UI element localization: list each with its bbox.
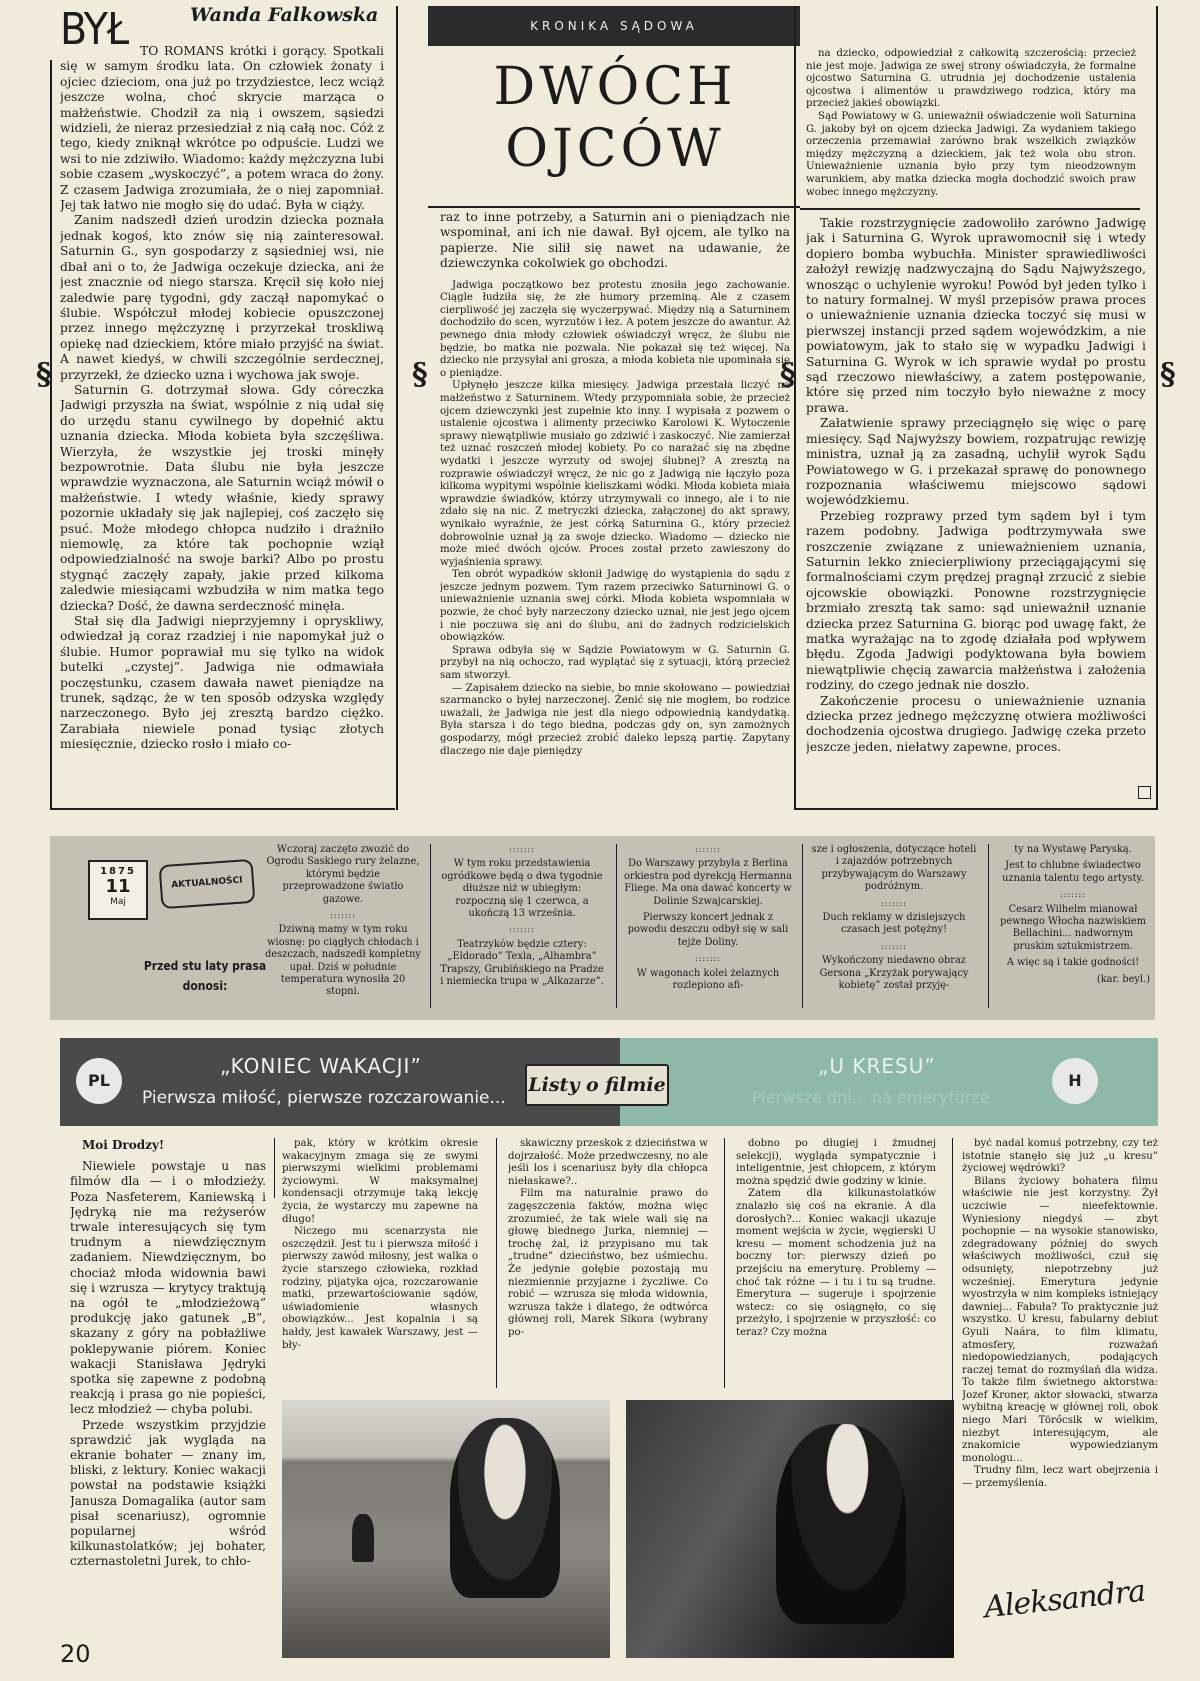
paragraph: TO ROMANS krótki i gorący. Spotkali się w samym środku lata. On człowiek żonaty i ojciec dzieciom, ona już po trzydziestce, lecz wciąż jeszcze wolna, choć skrycie marząca o małżeństwie. Chodził za nią i owszem, sąsiedzi widzieli, że nieraz przesiedział z nią całą noc. Cóż z tego, kiedy zniknął wkrótce po odpuście. Ludzi we wsi to nie zdziwiło. Wiadomo: każdy mężczyzna lubi sobie czasem „wyskoczyć”, a potem wraca do żony. Z czasem Jadwiga zrozumiała, że o niej zapomniał. Jej tak łatwo nie mogło się do udać. Była w ciąży.	[60, 44, 384, 213]
article-column-2	[440, 210, 790, 806]
article-column-3	[806, 216, 1146, 802]
headline-underline	[428, 206, 800, 208]
news-item: Dziwną mamy w tym roku wiosnę: po ciągłych chłodach i deszczach, nadszedł kompletny upał. Dziś w południe temperatura wynosiła 20 stopni.	[265, 924, 421, 998]
page-number: 20	[60, 1640, 91, 1668]
separator-icon: :::::::	[695, 845, 721, 854]
flag-hungary-icon: H	[1052, 1058, 1098, 1104]
paragraph: Sprawa odbyła się w Sądzie Powiatowym w G. Saturnin G. przybył na nią ochoczo, rad wyplątać się z sytuacji, którą przecież sam stworzył.	[440, 644, 790, 682]
photo-figure-boy	[450, 1418, 560, 1598]
news-item: ty na Wystawę Paryską.	[1014, 844, 1132, 855]
film-column-1	[70, 1138, 266, 1626]
news-item: Teatrzyków będzie cztery: „Eldorado” Texla, „Alhambra” Trapszy, Grubińskiego na Pradze i niemiecka trupa w „Alkazarze”.	[440, 938, 604, 988]
paragraph: Stał się dla Jadwigi nieprzyjemny i opryskliwy, odwiedzał ją coraz rzadziej i nie napomykał już o ślubie. Humor poprawiał mu się tylko na widok butelki „czystej”. Jadwiga nie odmawiała poczęstunku, czasem dawała nawet pieniądze na trunek, sądząc, że w ten sposób odzyska względy narzeczonego. Było jej zresztą bardzo ciężko. Zarabiała niewiele ponad tysiąc złotych miesięcznie, dziecko rosło i miało co-	[60, 614, 384, 752]
news-item: Jest to chlubne świadectwo uznania talentu tego artysty.	[1002, 860, 1144, 884]
section-mark-icon: §	[780, 357, 796, 392]
separator-icon: :::::::	[881, 898, 907, 908]
film-column-5	[962, 1138, 1158, 1608]
section-mark-icon: §	[412, 357, 428, 392]
stamp-text: AKTUALNOŚCI	[170, 875, 243, 891]
title-line-2: OJCÓW	[505, 119, 725, 179]
photo-figure-woman	[776, 1424, 906, 1624]
film-divider	[274, 1138, 275, 1198]
paragraph: dobno po długiej i żmudnej selekcji), wygląda sympatycznie i inteligentnie, jest chłopcem, z którym można spędzić dwie godziny w kinie.	[736, 1138, 936, 1187]
end-mark-icon	[1138, 786, 1151, 799]
author-name: Wanda Falkowska	[190, 4, 379, 26]
film-divider	[724, 1138, 725, 1388]
photo-koniec-wakacji	[282, 1400, 610, 1658]
film-column-4	[736, 1138, 936, 1388]
century-label: Przed stu laty prasa donosi:	[143, 959, 267, 993]
century-divider	[802, 844, 803, 1008]
film-divider	[496, 1138, 497, 1388]
paragraph: Zanim nadszedł dzień urodzin dziecka poznała jednak kogoś, kto znów się nią zainteresował. Saturnin G., syn gospodarzy z sąsiedniej wsi, nie dbał ani o to, że Jadwiga oczekuje dziecka, ani że jest znacznie od niego starsza. Kręcił się koło niej zaledwie parę tygodni, gdy zaczął napomykać o ślubie. Współczuł młodej kobiecie opuszczonej przez innego mężczyznę i przyrzekał troskliwą opiekę nad dzieckiem, które miało przyjść na świat. A nawet kiedyś, w chwili szczególnie serdecznej, przyrzekł, że dziecko uzna i wychowa jak swoje.	[60, 213, 384, 382]
film-subtitle-left: Pierwsza miłość, pierwsze rozczarowanie...	[142, 1088, 506, 1108]
drop-word: BYŁ	[60, 4, 129, 55]
column-badge: Listy o filmie	[525, 1064, 669, 1106]
paragraph: Trudny film, lecz wart obejrzenia i — przemyślenia.	[962, 1465, 1158, 1490]
century-column-3	[624, 844, 792, 1014]
paragraph: — Zapisałem dziecko na siebie, bo mnie skołowano — powiedział szarmancko o byłej narzeczonej. Żenić się nie mogłem, bo rodzice uważali, że Jadwiga nie jest dla niego odpowiednią kandydatką. Była starsza i do tego biedna, podczas gdy on, syn zamożnych gospodarzy, mógł przecież zrobić daleko lepszą partię. Zapytany dlaczego nie daje pieniędzy	[440, 682, 790, 757]
film-subtitle-right: Pierwsze dni... na emeryturze	[752, 1088, 990, 1107]
news-item: sze i ogłoszenia, dotyczące hoteli i zajazdów potrzebnych przybywającym do Warszawy podróżnym.	[811, 844, 977, 893]
century-column-4	[810, 844, 978, 1014]
paragraph: raz to inne potrzeby, a Saturnin ani o pieniądzach nie wspominał, ani ich nie dawał. Był ojcem, ale tylko na papierze. Nie silił się nawet na udawanie, że dziewczynka cokolwiek go obchodzi.	[440, 210, 790, 271]
paragraph: Upłynęło jeszcze kilka miesięcy. Jadwiga przestała liczyć na małżeństwo z Saturninem. Wtedy przypomniała sobie, że przecież ojcem dziewczynki jest zupełnie kto inny. I wypisała z pozwem o ustalenie ojcostwa i alimenty przeciwko Karolowi K. Wytoczenie sprawy niewątpliwie musiało go zdziwić i zaskoczyć. Nie zamierzał też uznać roszczeń młodej kobiety. Po co narażać się na zbędne wydatki i jeszcze wyrzuty od swojej ślubnej? A zresztą na rozprawie oświadczył wręcz, że nic go z Jadwigą nie łączyło poza kilkoma wypitymi wspólnie kieliszkami wódki. Młoda kobieta miała wprawdzie świadków, którzy utrzymywali co innego, ale i to nie zdało się na nic. Z metryczki dziecka, załączonej do akt sprawy, wynikało wyraźnie, że jest córką Saturnina G., który przecież dobrowolnie uznał ją za swoje dziecko. Wiadomo — dziecko nie może mieć dwóch ojców. Proces został przeto zawieszony do wyjaśnienia sprawy.	[440, 380, 790, 568]
column-divider-1	[396, 6, 398, 810]
column-divider-2	[794, 6, 796, 810]
greeting: Moi Drodzy!	[82, 1138, 165, 1152]
separator-icon: :::::::	[330, 911, 356, 921]
frame-left	[50, 60, 52, 810]
film-title-right: „U KRESU”	[818, 1054, 936, 1078]
century-divider	[430, 844, 431, 1008]
article-column-1	[60, 44, 384, 792]
paragraph: Przede wszystkim przyjdzie sprawdzić jak wygląda na ekranie bohater — znany im, bliski, z lektury. Koniec wakacji powstał na podstawie książki Janusza Domagalika (autor sam pisał scenariusz), ogromnie popularnej wśród kilkunastolatków; jej bohater, czternastoletni Jurek, to chło-	[70, 1417, 266, 1569]
paragraph: na dziecko, odpowiedział z całkowitą szczerością: przecież nie jest moje. Jadwiga ze swej strony oświadczyła, że formalne ojcostwo Saturnina G. utrudnia jej dochodzenie ustalenia ojcostwa i alimentów u prawdziwego rodzica, który ma przecież jakieś obowiązki.	[806, 48, 1136, 110]
section-mark-icon: §	[1160, 357, 1176, 392]
separator-icon: :::::::	[509, 845, 535, 854]
paragraph: Jadwiga początkowo bez protestu znosiła jego zachowanie. Ciągle łudziła się, że złe humory przeminą. Ale z czasem cierpliwość jej zaczęła się wyczerpywać. Między nią a Saturninem dochodziło do scen, wyrzutów i łez. A potem jeszcze do awantur. Aż pewnego dnia młody człowiek oświadczył wręcz, że ślubu nie będzie, bo matka nie pozwala. Nie pokazał się też więcej. Na dziecko nie przysyłał ani grosza, a młoda kobieta nie upominała się o pieniądze.	[440, 279, 790, 379]
paragraph: być nadal komuś potrzebny, czy też istotnie stanęło się już „u kresu” życiowej wędrówki?	[962, 1138, 1158, 1175]
paragraph: Niczego mu scenarzysta nie oszczędził. Jest tu i pierwsza miłość i pierwszy zawód miłosny, jest walka o życie starszego człowieka, rozkład rodziny, pijatyka ojca, rozczarowanie matki, przewartościowanie sądów, uświadomienie własnych obowiązków... Jest kopalnia i są hałdy, jest kawałek Warszawy, jest — bły-	[282, 1226, 478, 1351]
calendar-month: Maj	[110, 897, 126, 907]
paragraph: Załatwienie sprawy przeciągnęło się więc o parę miesięcy. Sąd Najwyższy bowiem, rozpatrując rewizję ministra, uznał ją za zasadną, uchylił wyrok Sądu Powiatowego w G. i przekazał sprawę do ponownego rozpoznania właściwemu miejscowo sądowi wojewódzkiemu.	[806, 416, 1146, 508]
separator-icon: :::::::	[881, 941, 907, 951]
news-item: Pierwszy koncert jednak z powodu deszczu odbył się w sali tejże Doliny.	[627, 912, 789, 948]
section-mark-icon: §	[36, 357, 52, 392]
paragraph: Bilans życiowy bohatera filmu właściwie nie jest korzystny. Żył uczciwie — nieefektownie. Wyniesiony niegdyś — zbyt pochopnie — na wysokie stanowisko, zdegradowany później do swych właściwych możliwości, czuł się odsunięty, niepotrzebny już wcześniej. Emerytura jedynie wyostrzyła w nim kompleks istniejący dawniej... Fabuła? To praktycznie już wszystko. U kresu, fabularny debiut Gyuli Naára, to film klimatu, atmosfery, rozważań niedopowiedzianych, podających raczej temat do rozmyślań dla widza. To także film świetnego aktorstwa: Jozef Kroner, aktor słowacki, stwarza wybitną kreację w głównej roli, obok niego Mari Törőcsik w wielkim, niezbyt interesującym, ale znakomicie wypowiedzianym monologu...	[962, 1175, 1158, 1464]
century-column-1	[264, 844, 422, 1014]
photo-u-kresu	[626, 1400, 954, 1658]
century-divider	[988, 844, 989, 1008]
column-3-rule	[800, 208, 1140, 210]
title-line-1: DWÓCH	[493, 57, 737, 117]
century-divider	[616, 844, 617, 1008]
film-title-left: „KONIEC WAKACJI”	[220, 1054, 422, 1078]
film-column-2	[282, 1138, 478, 1388]
century-column-5	[996, 844, 1150, 1018]
frame-bottom-left	[50, 808, 395, 810]
paragraph: Saturnin G. dotrzymał słowa. Gdy córeczka Jadwigi przyszła na świat, wspólnie z nią udał się do urzędu stanu cywilnego by dopełnić aktu uznania dziecka. Młoda kobieta była szczęśliwa. Wierzyła, że wszystkie jej troski minęły bezpowrotnie. Data ślubu nie była jeszcze wprawdzie wyznaczona, ale Saturnin wciąż mówił o małżeństwie. I wtedy właśnie, kiedy sprawy pozornie układały się jak najlepiej, coś zaczęło się psuć. Może młodego chłopca nudziło i drażniło niemowlę, za które tak pochopnie wziął odpowiedzialność na swoje barki? Albo po prostu stygnąć zaczęły zapały, jakie przed kilkoma zaledwie miesiącami wzbudziła w nim matka tego dziecka? Dość, że dawna serdeczność minęła.	[60, 382, 384, 613]
paragraph: Zakończenie procesu o unieważnienie uznania dziecka przez jednego mężczyznę otwiera możliwości dochodzenia ojcostwa drugiego. Jadwigę czeka przeto jeszcze jeden, niełatwy zapewne, proces.	[806, 693, 1146, 754]
paragraph: pak, który w krótkim okresie wakacyjnym zmaga się ze swymi pierwszymi wielkimi problemami życiowymi. W maksymalnej kondensacji otrzymuje taką lekcję życia, że wystarczy mu zapewne na długo!	[282, 1138, 478, 1225]
section-header: KRONIKA SĄDOWA	[428, 6, 800, 46]
paragraph: Przebieg rozprawy przed tym sądem był i tym razem podobny. Jadwiga podtrzymywała swe roszczenie związane z unieważnieniem uznania, Saturnin lekko zniecierpliwiony przeciągającymi się formalnościami czym prędzej pragnął zrzucić z siebie ojcowskie obowiązki. Ponowne rozstrzygnięcie brzmiało zresztą tak samo: sąd unieważnił uznanie dziecka przez Saturnina G. biorąc pod uwagę fakt, że matka wyrażając na to zgodę działała pod wpływem błędu. Zgoda Jadwigi podyktowana była bowiem niewątpliwie chęcią zawarcia małżeństwa i założenia rodziny, do czego jednak nie doszło.	[806, 508, 1146, 693]
separator-icon: :::::::	[1060, 890, 1086, 900]
signature: Aleksandra	[982, 1573, 1147, 1626]
paragraph: skawiczny przeskok z dzieciństwa w dojrzałość. Może przedwczesny, no ale jeśli los i scenariusz były dla chłopca niełaskawe?..	[508, 1138, 708, 1187]
paragraph: Ten obrót wypadków skłonił Jadwigę do wystąpienia do sądu z jeszcze jednym pozwem. Tym razem przeciwko Saturninowi G. o unieważnienie uznania swej córki. Młoda kobieta wspomniała w pozwie, że choć były narzeczony dziecko uznał, nie jest jego ojcem i nie poczuwa się ani do ślubu, ani do żadnych rodzicielskich obowiązków.	[440, 569, 790, 644]
paragraph: Niewiele powstaje u nas filmów dla — i o młodzieży. Poza Nasfeterem, Kaniewską i Jędryką nie ma reżyserów trwale interesujących się tym trudnym a niewdzięcznym zadaniem. Niewdzięcznym, bo chociaż młoda widownia bawi się i wzrusza — krytycy traktują na ogół te „młodzieżową” produkcję jako gatunek „B”, skazany z góry na pobłażliwe poklepywanie piórem. Koniec wakacji Stanisława Jędryki spotka się zapewne z podobną reakcją i prasa go nie popieści, lecz młodzież — chyba polubi.	[70, 1159, 266, 1417]
film-column-3	[508, 1138, 708, 1388]
century-box	[50, 836, 1155, 1020]
news-item: Wykończony niedawno obraz Gersona „Krzyżak porywający kobietę” został przyję-	[819, 955, 969, 992]
stamp-logo	[159, 859, 256, 909]
frame-right	[1156, 6, 1158, 810]
century-column-2	[438, 844, 606, 1014]
flag-poland-icon: PL	[76, 1058, 122, 1104]
article-title	[440, 56, 790, 180]
small-print-block	[440, 280, 790, 759]
calendar-year: 1875	[100, 866, 136, 877]
separator-icon: :::::::	[695, 954, 721, 964]
news-item: Wczoraj zaczęto zwozić do Ogrodu Saskiego rury żelazne, którymi będzie przeprowadzone światło gazowe.	[266, 844, 420, 905]
news-item: A więc są i takie godności!	[1006, 957, 1140, 969]
calendar-day: 11	[105, 876, 131, 897]
paragraph: Film ma naturalnie prawo do zagęszczenia faktów, można więc zrozumieć, że tak wiele wali się na głowę biednego Jurka, niemniej — trochę żal, iż przypisano mu tak „trudne” dzieciństwo, bez uśmiechu. Że jedynie gołębie pozostają mu niezmiennie przyjazne i życzliwe. Co robić — wzrusza się młoda widownia, wzrusza także i dlatego, że odtwórca głównej roli, Marek Sikora (wybrany po-	[508, 1188, 708, 1338]
paragraph: Takie rozstrzygnięcie zadowoliło zarówno Jadwigę jak i Saturnina G. Wyrok uprawomocnił się i wtedy dopiero bomba wybuchła. Minister sprawiedliwości założył rewizję nadzwyczajną do Sądu Najwyższego, wnosząc o uchylenie wyroku! Powód był jeden tylko i to natury formalnej. W myśl przepisów prawa proces o unieważnienie uznania dziecka toczyć się musi w pierwszej instancji przed sądem wojewódzkim, a nie powiatowym, jak to stało się w wypadku Jadwigi i Saturnina G. Wyrok w ich sprawie wydał po prostu sąd rzeczowo niewłaściwy, a zatem postępowanie, które się przed nim toczyło było nieważne z mocy prawa.	[806, 216, 1146, 415]
news-item: Cesarz Wilhelm mianował pewnego Włocha nazwiskiem Bellachini... nadwornym pruskim sztukmistrzem.	[1000, 903, 1146, 952]
news-item: W wagonach kolei żelaznych rozlepiono afi-	[636, 967, 780, 992]
news-item: Duch reklamy w dzisiejszych czasach jest potężny!	[822, 912, 966, 936]
news-item: W tym roku przedstawienia ogródkowe będą o dwa tygodnie dłuższe niż w ubiegłym: rozpoczną się 1 czerwca, a ukończą 13 września.	[441, 858, 603, 920]
news-item: Do Warszawy przybyła z Berlina orkiestra pod dyrekcją Hermanna Fliege. Ma ona dawać koncerty w Dolinie Szwajcarskiej.	[624, 858, 792, 907]
news-item-signature: (kar. beyl.)	[1096, 973, 1150, 985]
film-banner-right	[620, 1038, 1158, 1126]
paragraph: Zatem dla kilkunastolatków znalazło się coś na ekranie. A dla dorosłych?... Koniec wakacji ukazuje moment wejścia w życie, węgierski U kresu — moment schodzenia już na boczny tor: pierwszy dzień po przejściu na emeryturę. Problemy — choć tak różne — i tu i tu są trudne. Emerytura — sugeruje i spojrzenie wstecz: co się osiągnęło, co się przeżyło, i spojrzenie w przyszłość: co teraz? Czy można	[736, 1188, 936, 1338]
article-column-3-top	[806, 48, 1136, 204]
frame-bottom-right	[794, 808, 1158, 810]
paragraph: Sąd Powiatowy w G. unieważnił oświadczenie woli Saturnina G. jakoby był on ojcem dziecka Jadwigi. Za wydaniem takiego orzeczenia przemawiał zarówno brak wszelkich związków między mężczyzną a dzieckiem, jak też wola obu stron. Unieważnienie uznania było przy tym nieodzownym warunkiem, aby matka dziecka mogła dochodzić swoich praw wobec innego mężczyzny.	[806, 110, 1136, 198]
photo-figure-cyclist	[352, 1514, 374, 1562]
separator-icon: :::::::	[509, 925, 535, 935]
calendar-icon	[88, 860, 148, 920]
